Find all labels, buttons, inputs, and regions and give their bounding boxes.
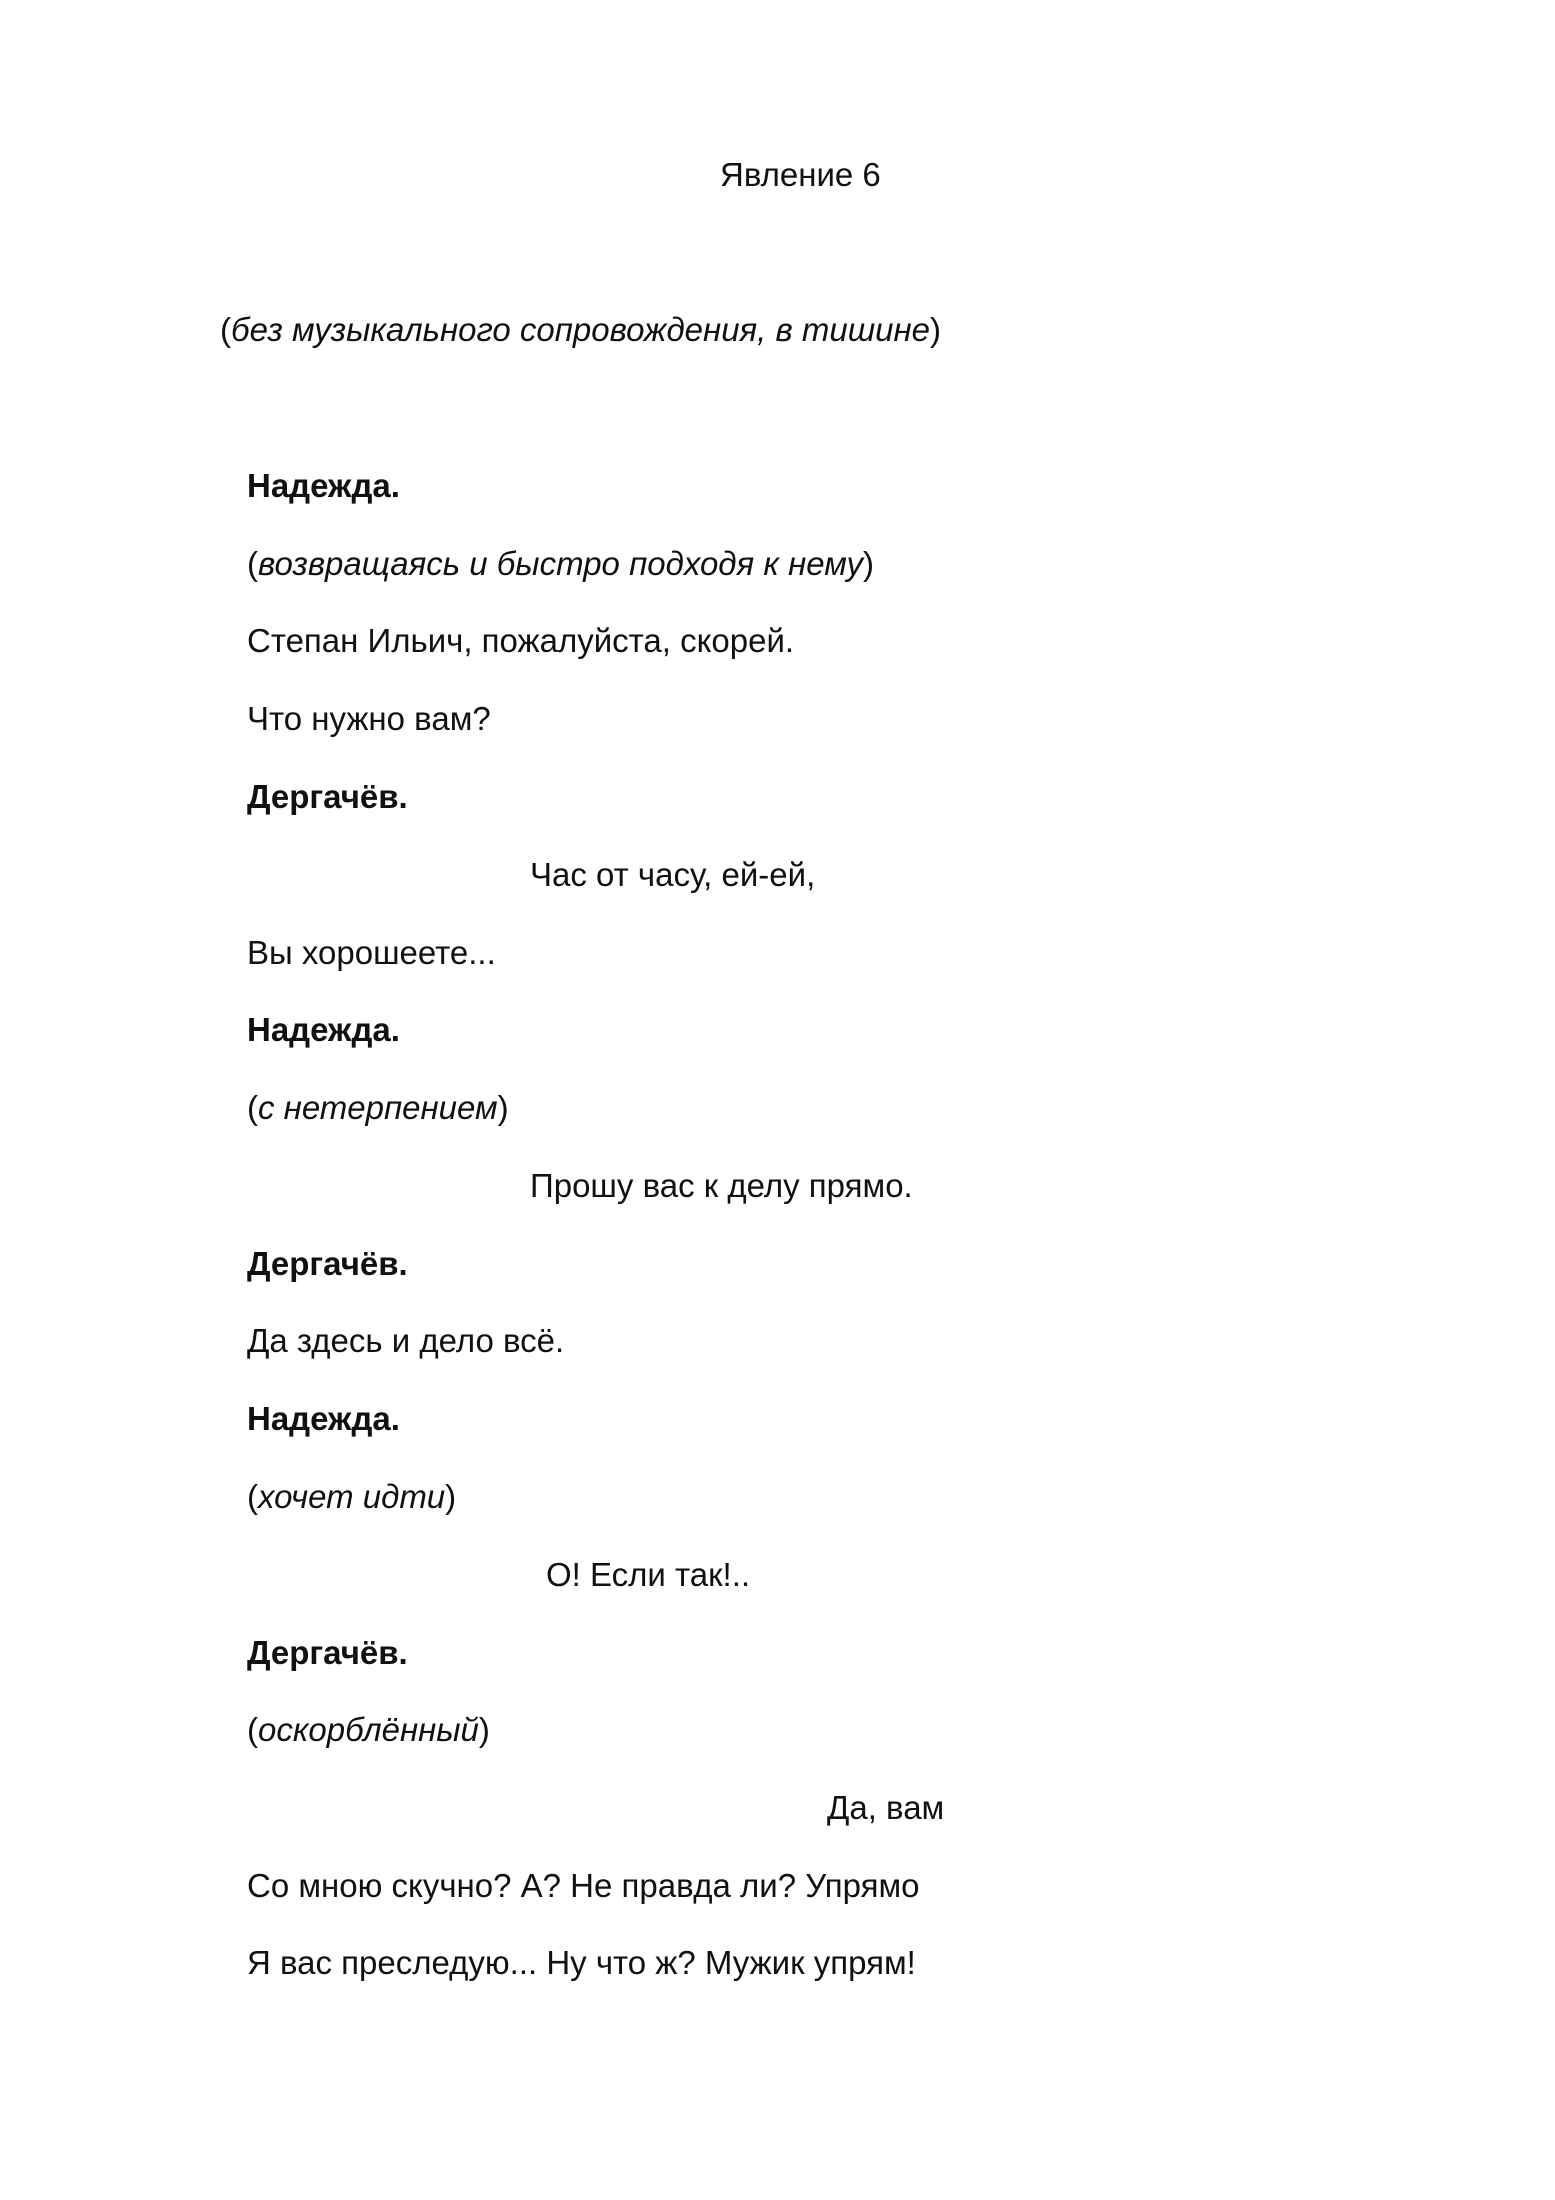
speaker-name: Дергачёв. [247,1634,408,1671]
speaker-name: Дергачёв. [247,778,408,815]
dialogue-line: Час от часу, ей-ей, [530,856,816,893]
speaker-name: Надежда. [247,1011,400,1048]
speaker-name: Дергачёв. [247,1245,408,1282]
dialogue-line: О! Если так!.. [546,1556,751,1593]
stage-direction-text: возвращаясь и быстро подходя к нему [258,545,863,582]
stage-direction-text: хочет идти [258,1478,446,1515]
stage-direction-text: без музыкального сопровождения, в тишине [231,311,931,348]
dialogue-line: Да, вам [827,1789,945,1826]
stage-direction: (оскорблённый) [247,1711,490,1748]
stage-direction: (без музыкального сопровождения, в тишине) [220,311,942,348]
speaker-name: Надежда. [247,1400,400,1437]
dialogue-line: Что нужно вам? [247,700,491,737]
dialogue-line: Вы хорошеете... [247,934,496,971]
dialogue-line: Я вас преследую... Ну что ж? Мужик упрям! [247,1944,916,1981]
stage-direction: (с нетерпением) [247,1089,509,1126]
dialogue-line: Со мною скучно? А? Не правда ли? Упрямо [247,1867,920,1904]
stage-direction-text: с нетерпением [258,1089,498,1126]
scene-heading: Явление 6 [720,156,881,193]
dialogue-line: Да здесь и дело всё. [247,1322,565,1359]
stage-direction-text: оскорблённый [258,1711,479,1748]
speaker-name: Надежда. [247,467,400,504]
dialogue-line: Прошу вас к делу прямо. [530,1167,913,1204]
dialogue-line: Степан Ильич, пожалуйста, скорей. [247,622,795,659]
stage-direction: (хочет идти) [247,1478,457,1515]
stage-direction: (возвращаясь и быстро подходя к нему) [247,545,874,582]
